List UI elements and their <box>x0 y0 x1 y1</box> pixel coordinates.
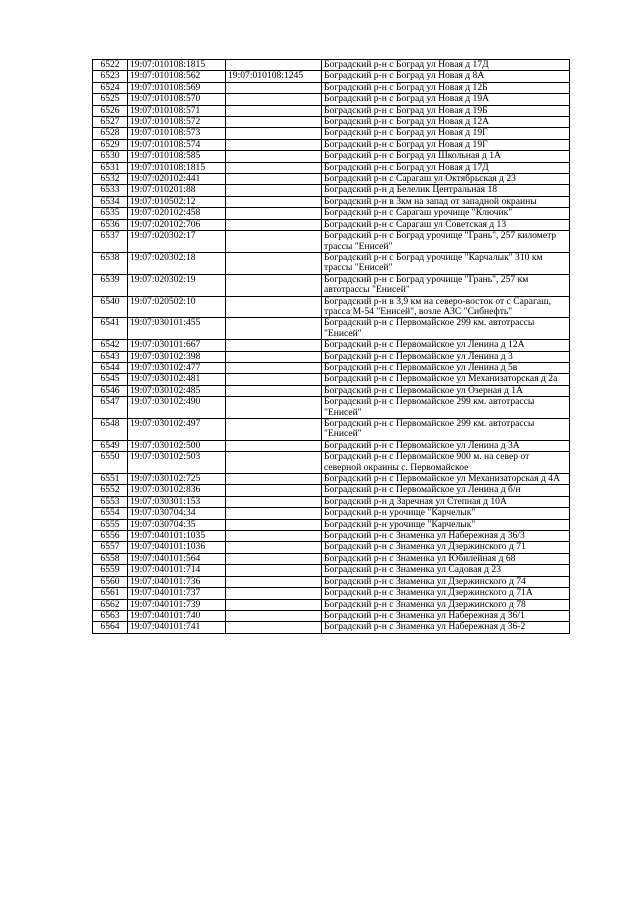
address-cell: Боградский р-н с Боград ул Новая д 17Д <box>322 60 570 71</box>
address-cell: Боградский р-н урочище "Карчелык" <box>322 508 570 519</box>
cadastral-number-cell: 19:07:040101:564 <box>128 553 226 564</box>
previous-cadastral-number-cell <box>226 274 322 296</box>
table-row <box>93 576 570 587</box>
row-number-cell: 6552 <box>93 485 128 496</box>
cadastral-number-cell: 19:07:030704:35 <box>128 519 226 530</box>
cadastral-number-cell: 19:07:040101:741 <box>128 622 226 633</box>
table-row <box>93 340 570 351</box>
previous-cadastral-number-cell <box>226 340 322 351</box>
previous-cadastral-number-cell <box>226 174 322 185</box>
table-row <box>93 174 570 185</box>
cadastral-number-cell: 19:07:010108:569 <box>128 82 226 93</box>
cadastral-number-cell: 19:07:010108:572 <box>128 117 226 128</box>
address-cell: Боградский р-н с Знаменка ул Дзержинского д 71 <box>322 542 570 553</box>
row-number-cell: 6558 <box>93 553 128 564</box>
cadastral-number-cell: 19:07:020102:458 <box>128 208 226 219</box>
previous-cadastral-number-cell <box>226 82 322 93</box>
table-row <box>93 208 570 219</box>
address-cell: Боградский р-н с Сарагаш урочище "Ключик" <box>322 208 570 219</box>
table-row <box>93 419 570 441</box>
previous-cadastral-number-cell <box>226 622 322 633</box>
address-cell: Боградский р-н с Сарагаш ул Советская д 13 <box>322 219 570 230</box>
table-row <box>93 397 570 419</box>
previous-cadastral-number-cell <box>226 452 322 474</box>
table-row <box>93 128 570 139</box>
cadastral-number-cell: 19:07:030102:500 <box>128 440 226 451</box>
table-row <box>93 71 570 82</box>
row-number-cell: 6532 <box>93 174 128 185</box>
row-number-cell: 6524 <box>93 82 128 93</box>
cadastral-number-cell: 19:07:010108:573 <box>128 128 226 139</box>
address-cell: Боградский р-н с Первомайское 900 м. на север от северной окраины с. Первомайское <box>322 452 570 474</box>
cadastral-number-cell: 19:07:030102:485 <box>128 385 226 396</box>
table-row <box>93 252 570 274</box>
cadastral-number-cell: 19:07:030102:725 <box>128 474 226 485</box>
row-number-cell: 6540 <box>93 296 128 318</box>
address-cell: Боградский р-н с Боград урочище "Грань", 257 км автотрассы "Енисей" <box>322 274 570 296</box>
table-row <box>93 553 570 564</box>
table-row <box>93 508 570 519</box>
address-cell: Боградский р-н с Первомайское ул Ленина д 5в <box>322 362 570 373</box>
table-row <box>93 351 570 362</box>
cadastral-number-cell: 19:07:020302:18 <box>128 252 226 274</box>
address-cell: Боградский р-н с Первомайское ул Ленина д 12А <box>322 340 570 351</box>
previous-cadastral-number-cell <box>226 139 322 150</box>
address-cell: Боградский р-н с Сарагаш ул Октябрьская д 23 <box>322 174 570 185</box>
address-cell: Боградский р-н с Боград ул Новая д 19Г <box>322 139 570 150</box>
table-row <box>93 105 570 116</box>
address-cell: Боградский р-н с Первомайское 299 км. автотрассы "Енисей" <box>322 318 570 340</box>
previous-cadastral-number-cell <box>226 531 322 542</box>
address-cell: Боградский р-н в 3,9 км на северо-восток от с Сарагаш, трасса М-54 "Енисей", возле АЗС "Сибнефть" <box>322 296 570 318</box>
row-number-cell: 6547 <box>93 397 128 419</box>
cadastral-number-cell: 19:07:030102:481 <box>128 374 226 385</box>
cadastral-number-cell: 19:07:010108:571 <box>128 105 226 116</box>
cadastral-number-cell: 19:07:030101:455 <box>128 318 226 340</box>
row-number-cell: 6563 <box>93 610 128 621</box>
cadastral-number-cell: 19:07:030102:490 <box>128 397 226 419</box>
table-row <box>93 622 570 633</box>
table-row <box>93 542 570 553</box>
cadastral-number-cell: 19:07:010108:574 <box>128 139 226 150</box>
row-number-cell: 6543 <box>93 351 128 362</box>
address-cell: Боградский р-н с Первомайское 299 км. автотрассы "Енисей" <box>322 397 570 419</box>
table-row <box>93 531 570 542</box>
cadastral-number-cell: 19:07:010108:585 <box>128 151 226 162</box>
row-number-cell: 6525 <box>93 94 128 105</box>
previous-cadastral-number-cell <box>226 397 322 419</box>
previous-cadastral-number-cell <box>226 385 322 396</box>
previous-cadastral-number-cell <box>226 542 322 553</box>
table-row <box>93 440 570 451</box>
address-cell: Боградский р-н д Белелик Центральная 18 <box>322 185 570 196</box>
cadastral-number-cell: 19:07:030301:153 <box>128 496 226 507</box>
address-cell: Боградский р-н с Первомайское ул Механизаторская д 2а <box>322 374 570 385</box>
previous-cadastral-number-cell <box>226 185 322 196</box>
previous-cadastral-number-cell <box>226 440 322 451</box>
cadastral-number-cell: 19:07:020502:10 <box>128 296 226 318</box>
row-number-cell: 6534 <box>93 196 128 207</box>
row-number-cell: 6526 <box>93 105 128 116</box>
cadastral-number-cell: 19:07:020102:706 <box>128 219 226 230</box>
address-cell: Боградский р-н с Знаменка ул Юбилейная д 68 <box>322 553 570 564</box>
previous-cadastral-number-cell <box>226 565 322 576</box>
row-number-cell: 6545 <box>93 374 128 385</box>
previous-cadastral-number-cell <box>226 508 322 519</box>
cadastral-number-cell: 19:07:030102:497 <box>128 419 226 441</box>
address-cell: Боградский р-н с Боград урочище "Карчалык" 310 км трассы "Енисей" <box>322 252 570 274</box>
previous-cadastral-number-cell <box>226 318 322 340</box>
previous-cadastral-number-cell <box>226 485 322 496</box>
previous-cadastral-number-cell <box>226 296 322 318</box>
previous-cadastral-number-cell <box>226 94 322 105</box>
address-cell: Боградский р-н с Знаменка ул Дзержинского д 74 <box>322 576 570 587</box>
table-row <box>93 196 570 207</box>
row-number-cell: 6536 <box>93 219 128 230</box>
cadastral-number-cell: 19:07:010108:562 <box>128 71 226 82</box>
previous-cadastral-number-cell <box>226 519 322 530</box>
address-cell: Боградский р-н с Боград ул Новая д 8А <box>322 71 570 82</box>
previous-cadastral-number-cell <box>226 610 322 621</box>
address-cell: Боградский р-н урочище "Карчелык" <box>322 519 570 530</box>
table-row <box>93 452 570 474</box>
row-number-cell: 6533 <box>93 185 128 196</box>
table-row <box>93 599 570 610</box>
previous-cadastral-number-cell <box>226 151 322 162</box>
property-registry-table <box>92 59 570 634</box>
row-number-cell: 6555 <box>93 519 128 530</box>
previous-cadastral-number-cell <box>226 208 322 219</box>
address-cell: Боградский р-н с Первомайское ул Озерная д 1А <box>322 385 570 396</box>
row-number-cell: 6560 <box>93 576 128 587</box>
previous-cadastral-number-cell <box>226 117 322 128</box>
table-row <box>93 94 570 105</box>
address-cell: Боградский р-н с Знаменка ул Дзержинского д 71А <box>322 588 570 599</box>
previous-cadastral-number-cell <box>226 252 322 274</box>
cadastral-number-cell: 19:07:020302:17 <box>128 231 226 253</box>
previous-cadastral-number-cell <box>226 474 322 485</box>
table-row <box>93 82 570 93</box>
row-number-cell: 6529 <box>93 139 128 150</box>
cadastral-number-cell: 19:07:040101:740 <box>128 610 226 621</box>
address-cell: Боградский р-н с Первомайское ул Механизаторская д 4А <box>322 474 570 485</box>
row-number-cell: 6535 <box>93 208 128 219</box>
previous-cadastral-number-cell <box>226 362 322 373</box>
previous-cadastral-number-cell <box>226 419 322 441</box>
previous-cadastral-number-cell <box>226 219 322 230</box>
table-row <box>93 565 570 576</box>
cadastral-number-cell: 19:07:010108:570 <box>128 94 226 105</box>
row-number-cell: 6564 <box>93 622 128 633</box>
table-row <box>93 60 570 71</box>
address-cell: Боградский р-н с Боград ул Новая д 17Д <box>322 162 570 173</box>
table-row <box>93 496 570 507</box>
row-number-cell: 6550 <box>93 452 128 474</box>
row-number-cell: 6549 <box>93 440 128 451</box>
previous-cadastral-number-cell <box>226 105 322 116</box>
previous-cadastral-number-cell <box>226 374 322 385</box>
table-row <box>93 362 570 373</box>
cadastral-number-cell: 19:07:030704:34 <box>128 508 226 519</box>
previous-cadastral-number-cell: 19:07:010108:1245 <box>226 71 322 82</box>
previous-cadastral-number-cell <box>226 162 322 173</box>
cadastral-number-cell: 19:07:010108:1815 <box>128 162 226 173</box>
cadastral-number-cell: 19:07:020302:19 <box>128 274 226 296</box>
address-cell: Боградский р-н с Боград ул Новая д 19А <box>322 94 570 105</box>
table-row <box>93 185 570 196</box>
address-cell: Боградский р-н с Первомайское ул Ленина д 3А <box>322 440 570 451</box>
table-row <box>93 519 570 530</box>
cadastral-number-cell: 19:07:030102:503 <box>128 452 226 474</box>
cadastral-number-cell: 19:07:030102:398 <box>128 351 226 362</box>
table-row <box>93 474 570 485</box>
cadastral-number-cell: 19:07:040101:714 <box>128 565 226 576</box>
row-number-cell: 6553 <box>93 496 128 507</box>
table-row <box>93 231 570 253</box>
cadastral-number-cell: 19:07:030102:477 <box>128 362 226 373</box>
cadastral-number-cell: 19:07:030101:667 <box>128 340 226 351</box>
address-cell: Боградский р-н с Первомайское ул Ленина д 3 <box>322 351 570 362</box>
address-cell: Боградский р-н с Знаменка ул Набережная д 36-2 <box>322 622 570 633</box>
row-number-cell: 6530 <box>93 151 128 162</box>
row-number-cell: 6544 <box>93 362 128 373</box>
row-number-cell: 6538 <box>93 252 128 274</box>
table-row <box>93 117 570 128</box>
address-cell: Боградский р-н с Первомайское ул Ленина д б/н <box>322 485 570 496</box>
cadastral-number-cell: 19:07:040101:736 <box>128 576 226 587</box>
previous-cadastral-number-cell <box>226 576 322 587</box>
table-row <box>93 274 570 296</box>
cadastral-number-cell: 19:07:020102:441 <box>128 174 226 185</box>
cadastral-number-cell: 19:07:010108:1815 <box>128 60 226 71</box>
address-cell: Боградский р-н с Первомайское 299 км. автотрассы "Енисей" <box>322 419 570 441</box>
cadastral-number-cell: 19:07:040101:739 <box>128 599 226 610</box>
row-number-cell: 6551 <box>93 474 128 485</box>
address-cell: Боградский р-н с Боград ул Новая д 12А <box>322 117 570 128</box>
table-row <box>93 385 570 396</box>
row-number-cell: 6528 <box>93 128 128 139</box>
table-row <box>93 588 570 599</box>
row-number-cell: 6557 <box>93 542 128 553</box>
cadastral-number-cell: 19:07:010201:88 <box>128 185 226 196</box>
table-row <box>93 318 570 340</box>
cadastral-number-cell: 19:07:040101:1035 <box>128 531 226 542</box>
row-number-cell: 6537 <box>93 231 128 253</box>
row-number-cell: 6556 <box>93 531 128 542</box>
table-row <box>93 610 570 621</box>
previous-cadastral-number-cell <box>226 231 322 253</box>
address-cell: Боградский р-н с Знаменка ул Набережная д 36/3 <box>322 531 570 542</box>
row-number-cell: 6562 <box>93 599 128 610</box>
row-number-cell: 6541 <box>93 318 128 340</box>
row-number-cell: 6554 <box>93 508 128 519</box>
table-row <box>93 485 570 496</box>
previous-cadastral-number-cell <box>226 196 322 207</box>
cadastral-number-cell: 19:07:040101:1036 <box>128 542 226 553</box>
table-row <box>93 162 570 173</box>
address-cell: Боградский р-н с Боград ул Новая д 19Б <box>322 105 570 116</box>
previous-cadastral-number-cell <box>226 553 322 564</box>
address-cell: Боградский р-н д Заречная ул Степная д 10А <box>322 496 570 507</box>
row-number-cell: 6531 <box>93 162 128 173</box>
row-number-cell: 6523 <box>93 71 128 82</box>
table-row <box>93 296 570 318</box>
previous-cadastral-number-cell <box>226 588 322 599</box>
table-row <box>93 151 570 162</box>
address-cell: Боградский р-н с Боград ул Новая д 12Б <box>322 82 570 93</box>
address-cell: Боградский р-н в 3км на запад от западной окраины <box>322 196 570 207</box>
address-cell: Боградский р-н с Боград ул Школьная д 1А <box>322 151 570 162</box>
address-cell: Боградский р-н с Знаменка ул Садовая д 23 <box>322 565 570 576</box>
cadastral-number-cell: 19:07:010502:12 <box>128 196 226 207</box>
previous-cadastral-number-cell <box>226 496 322 507</box>
row-number-cell: 6539 <box>93 274 128 296</box>
row-number-cell: 6561 <box>93 588 128 599</box>
row-number-cell: 6522 <box>93 60 128 71</box>
row-number-cell: 6546 <box>93 385 128 396</box>
row-number-cell: 6548 <box>93 419 128 441</box>
address-cell: Боградский р-н с Боград ул Новая д 19Г <box>322 128 570 139</box>
cadastral-number-cell: 19:07:030102:836 <box>128 485 226 496</box>
row-number-cell: 6559 <box>93 565 128 576</box>
previous-cadastral-number-cell <box>226 599 322 610</box>
address-cell: Боградский р-н с Знаменка ул Набережная д 36/1 <box>322 610 570 621</box>
previous-cadastral-number-cell <box>226 60 322 71</box>
cadastral-number-cell: 19:07:040101:737 <box>128 588 226 599</box>
previous-cadastral-number-cell <box>226 351 322 362</box>
table-row <box>93 374 570 385</box>
table-row <box>93 219 570 230</box>
table-row <box>93 139 570 150</box>
previous-cadastral-number-cell <box>226 128 322 139</box>
row-number-cell: 6542 <box>93 340 128 351</box>
registry-rows <box>93 60 570 634</box>
address-cell: Боградский р-н с Знаменка ул Дзержинского д 78 <box>322 599 570 610</box>
address-cell: Боградский р-н с Боград урочище "Грань", 257 километр трассы "Енисей" <box>322 231 570 253</box>
row-number-cell: 6527 <box>93 117 128 128</box>
